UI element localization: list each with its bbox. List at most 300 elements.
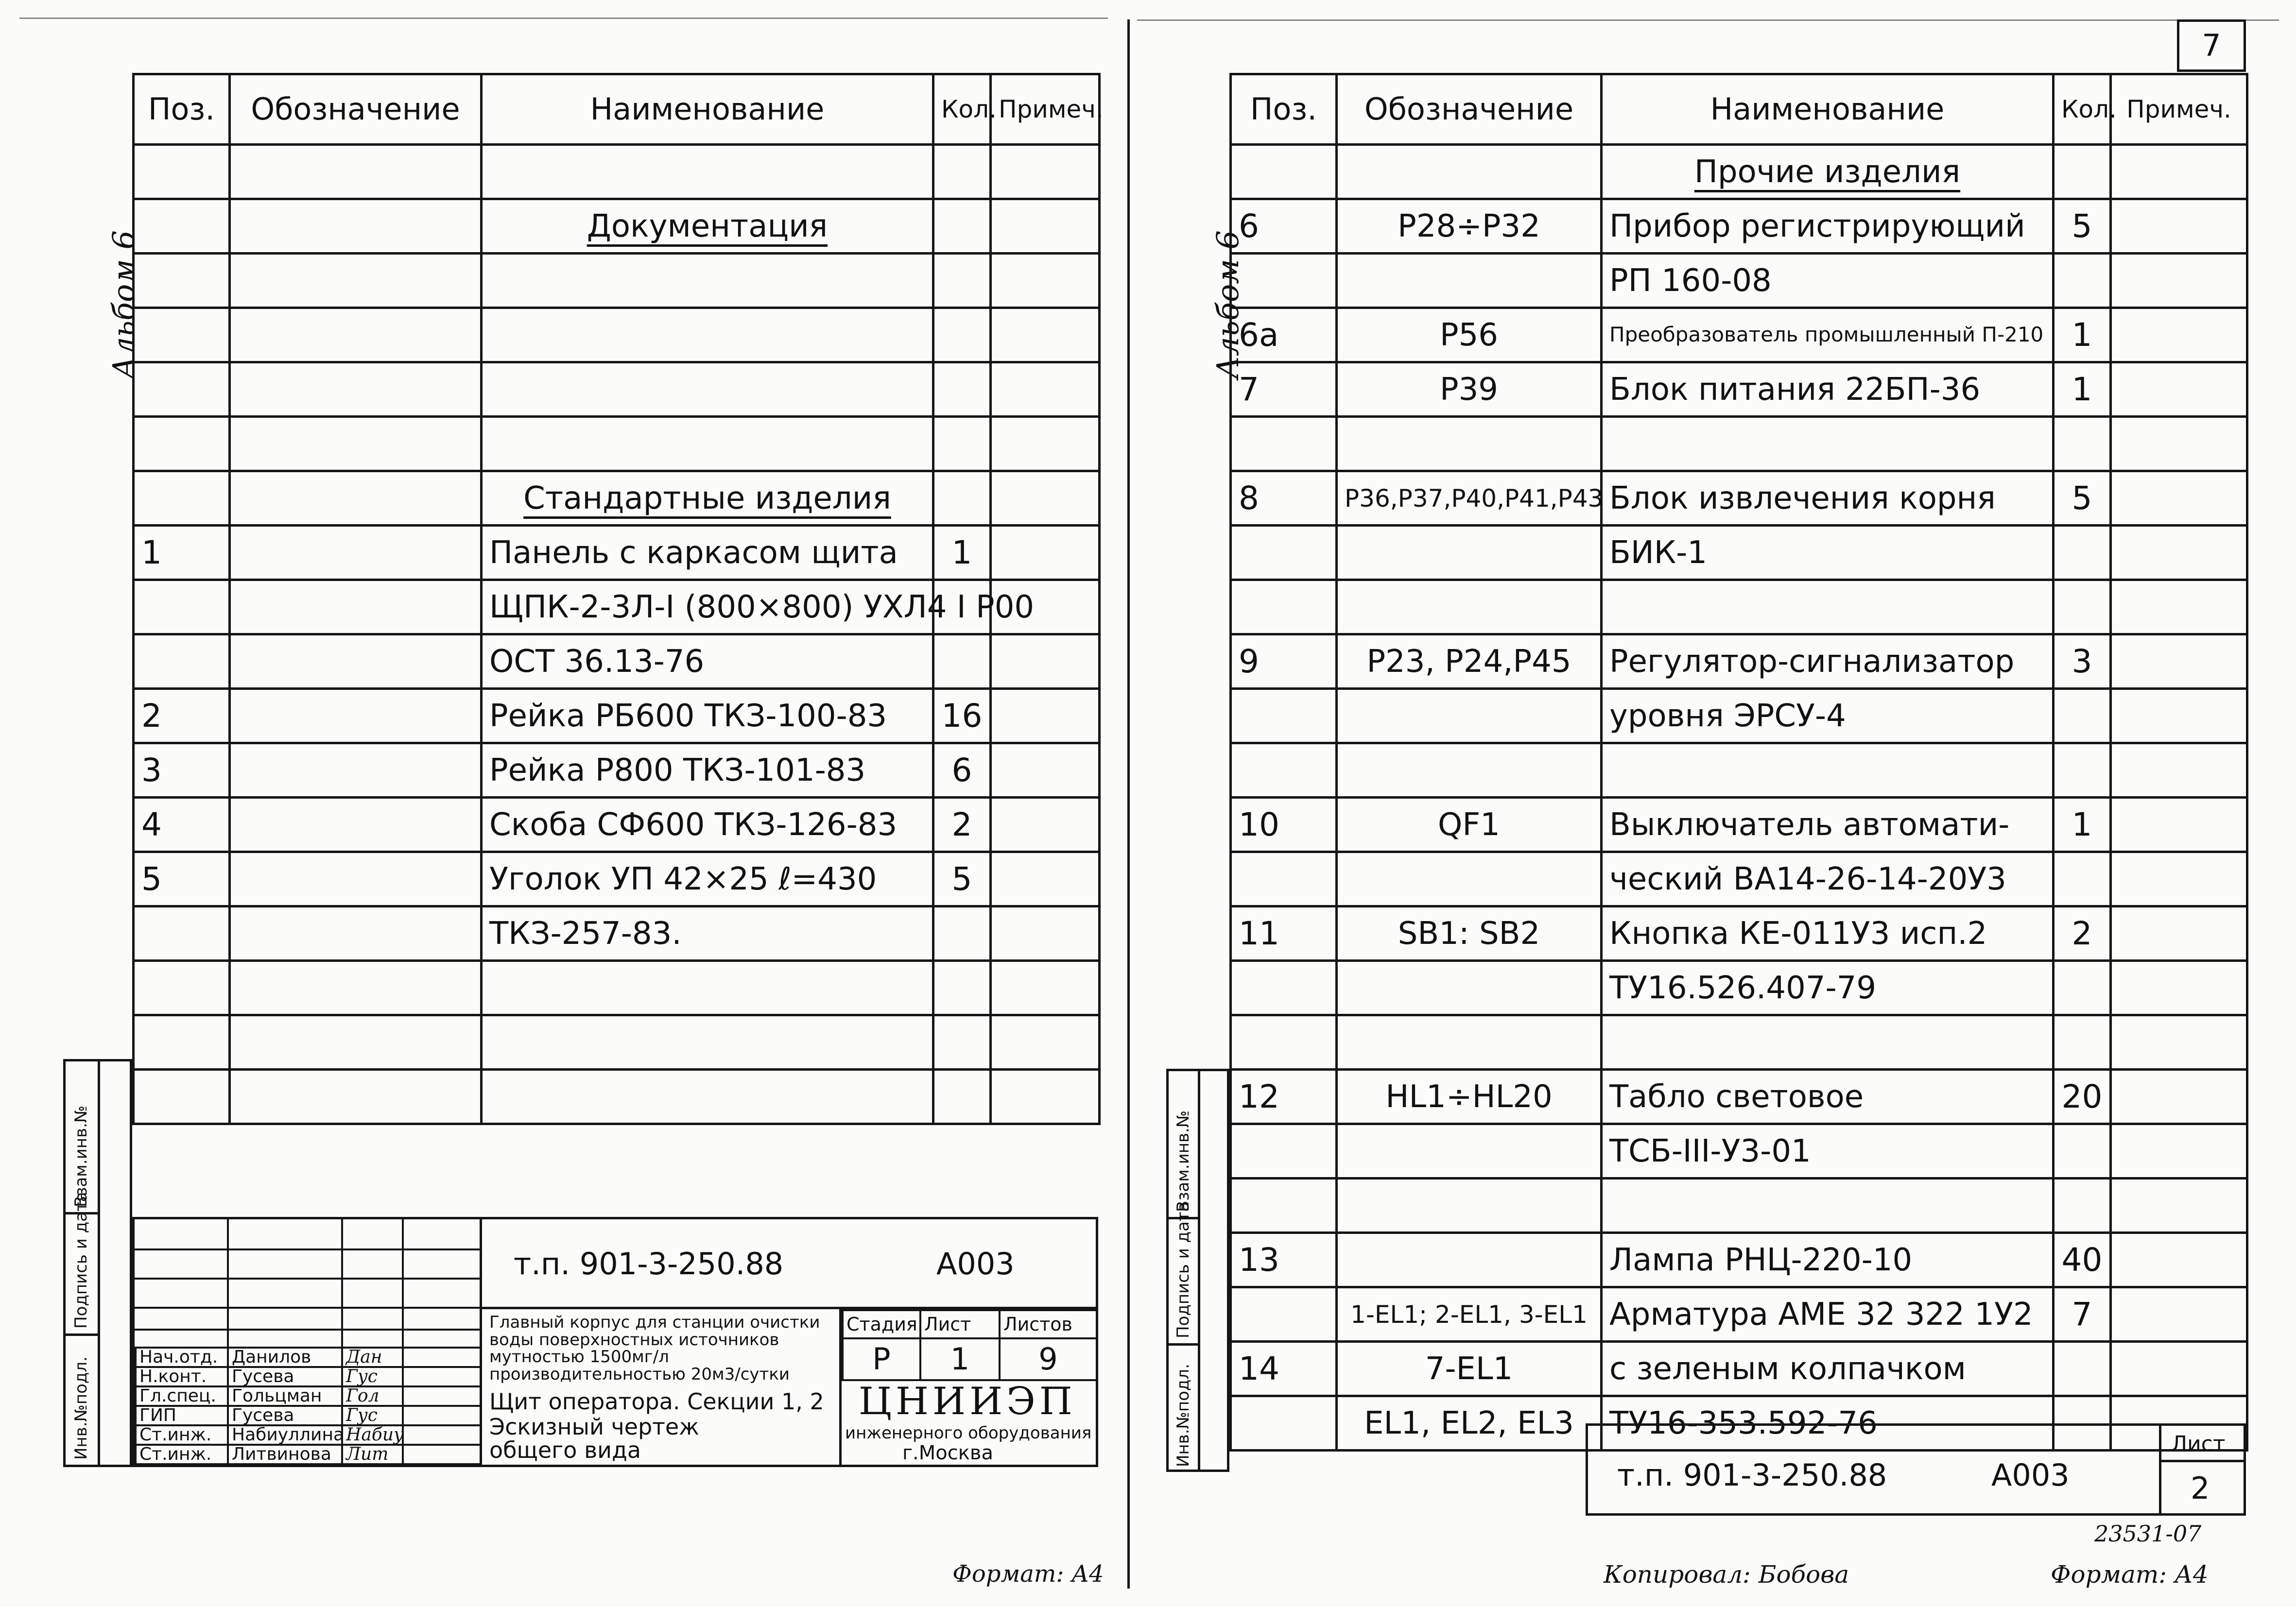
row-name: Блок питания 22БП-36 bbox=[1602, 362, 2054, 417]
sheet-label: Лист bbox=[2171, 1432, 2226, 1456]
row-designation bbox=[1337, 254, 1602, 308]
table-row bbox=[1231, 308, 2247, 362]
row-name: Рейка РБ600 ТКЗ-100-83 bbox=[482, 689, 933, 743]
row-note bbox=[991, 852, 1100, 906]
role-signature: Гус bbox=[342, 1367, 403, 1386]
row-qty bbox=[2054, 1342, 2111, 1396]
row-pos: 1 bbox=[134, 526, 230, 580]
row-pos: 12 bbox=[1231, 1070, 1337, 1124]
strip-divider bbox=[1169, 1343, 1198, 1346]
role-date bbox=[403, 1386, 481, 1406]
row-note bbox=[991, 961, 1100, 1015]
row-qty: 6 bbox=[933, 743, 991, 798]
role-person: Набиуллина bbox=[228, 1425, 342, 1445]
tb-divider bbox=[2161, 1460, 2244, 1462]
role-row bbox=[136, 1425, 481, 1445]
header-pos: Поз. bbox=[1231, 74, 1337, 145]
stamp-number: 23531-07 bbox=[2094, 1521, 2202, 1547]
table-row bbox=[1231, 199, 2247, 254]
row-qty bbox=[933, 145, 991, 199]
row-name: уровня ЭРСУ-4 bbox=[1602, 689, 2054, 743]
row-designation bbox=[1337, 689, 1602, 743]
row-designation bbox=[230, 471, 482, 526]
row-note bbox=[2111, 362, 2247, 417]
row-pos: 9 bbox=[1231, 634, 1337, 689]
org-city: г.Москва bbox=[902, 1442, 993, 1464]
table-row bbox=[134, 798, 1100, 852]
sheet-edge bbox=[1127, 19, 1130, 1589]
row-note bbox=[991, 362, 1100, 417]
table-row bbox=[134, 1015, 1100, 1070]
row-name: Документация bbox=[482, 199, 933, 254]
sheet-label: Лист bbox=[920, 1310, 1000, 1338]
org-full: инженерного оборудования bbox=[845, 1423, 1092, 1443]
row-name bbox=[482, 1015, 933, 1070]
side-label-sign: Подпись и дата bbox=[1174, 1201, 1193, 1338]
row-pos: 6а bbox=[1231, 308, 1337, 362]
row-name: Прибор регистрирующий bbox=[1602, 199, 2054, 254]
table-row bbox=[1231, 471, 2247, 526]
row-name: Кнопка КЕ-011У3 исп.2 bbox=[1602, 906, 2054, 961]
header-name: Наименование bbox=[1602, 74, 2054, 145]
row-qty bbox=[2054, 526, 2111, 580]
row-qty bbox=[2054, 852, 2111, 906]
row-name: ТКЗ-257-83. bbox=[482, 906, 933, 961]
table-row bbox=[134, 526, 1100, 580]
row-name: ЩПК-2-3Л-I (800×800) УХЛ4 I Р00 bbox=[482, 580, 933, 634]
row-note bbox=[991, 1015, 1100, 1070]
role-row bbox=[136, 1348, 481, 1367]
row-note bbox=[2111, 743, 2247, 798]
doc-code: т.п. 901-3-250.88 bbox=[514, 1246, 784, 1282]
side-label-sign: Подпись и дата bbox=[71, 1192, 91, 1329]
row-note bbox=[991, 689, 1100, 743]
side-strip-right bbox=[1166, 1069, 1229, 1472]
row-name bbox=[482, 417, 933, 471]
role-date bbox=[403, 1367, 481, 1386]
org-name: ЦНИИЭП bbox=[859, 1380, 1076, 1423]
sheets-label: Листов bbox=[1000, 1310, 1097, 1338]
row-qty bbox=[2054, 743, 2111, 798]
side-strip-left bbox=[63, 1059, 132, 1467]
title-block-right bbox=[1586, 1423, 2246, 1516]
row-designation: SB1: SB2 bbox=[1337, 906, 1602, 961]
album-label: Альбом 6 bbox=[106, 230, 141, 379]
row-qty bbox=[2054, 254, 2111, 308]
row-designation bbox=[230, 1015, 482, 1070]
role-date bbox=[403, 1348, 481, 1367]
role-signature: Набиу bbox=[342, 1425, 403, 1445]
row-qty: 1 bbox=[933, 526, 991, 580]
row-designation bbox=[230, 689, 482, 743]
row-pos bbox=[134, 1070, 230, 1124]
row-designation bbox=[230, 362, 482, 417]
table-row bbox=[134, 145, 1100, 199]
row-name bbox=[1602, 1015, 2054, 1070]
row-qty bbox=[2054, 580, 2111, 634]
table-header bbox=[134, 74, 1100, 145]
row-qty bbox=[2054, 961, 2111, 1015]
row-pos: 2 bbox=[134, 689, 230, 743]
row-note bbox=[991, 145, 1100, 199]
table-row bbox=[1231, 743, 2247, 798]
row-qty: 7 bbox=[2054, 1287, 2111, 1342]
row-pos bbox=[134, 580, 230, 634]
table-row bbox=[1231, 1179, 2247, 1233]
table-row bbox=[1231, 1287, 2247, 1342]
row-pos bbox=[134, 254, 230, 308]
row-pos bbox=[1231, 689, 1337, 743]
row-pos: 13 bbox=[1231, 1233, 1337, 1287]
stage-value: Р bbox=[843, 1338, 920, 1380]
sheet-code: А003 bbox=[936, 1246, 1015, 1282]
row-note bbox=[2111, 1179, 2247, 1233]
row-designation bbox=[230, 1070, 482, 1124]
tb-grid bbox=[227, 1219, 229, 1347]
row-designation bbox=[1337, 526, 1602, 580]
row-name: Арматура АМЕ 32 322 1У2 bbox=[1602, 1287, 2054, 1342]
row-pos: 5 bbox=[134, 852, 230, 906]
sheet-value: 2 bbox=[2191, 1470, 2210, 1506]
row-qty: 5 bbox=[2054, 199, 2111, 254]
row-name: ТУ16-353.592-76 bbox=[1602, 1396, 2054, 1451]
album-label: Альбом 6 bbox=[1210, 230, 1245, 379]
table-row bbox=[134, 634, 1100, 689]
table-row bbox=[1231, 1342, 2247, 1396]
row-designation bbox=[1337, 417, 1602, 471]
role-signature: Гол bbox=[342, 1386, 403, 1406]
role-signature: Гус bbox=[342, 1406, 403, 1425]
row-designation: 7-EL1 bbox=[1337, 1342, 1602, 1396]
row-pos bbox=[134, 1015, 230, 1070]
row-qty: 2 bbox=[933, 798, 991, 852]
row-pos bbox=[1231, 961, 1337, 1015]
row-name: Регулятор-сигнализатор bbox=[1602, 634, 2054, 689]
row-note bbox=[2111, 1287, 2247, 1342]
row-designation bbox=[230, 308, 482, 362]
sheet-value: 1 bbox=[920, 1338, 1000, 1380]
table-row bbox=[1231, 689, 2247, 743]
row-qty: 2 bbox=[2054, 906, 2111, 961]
row-pos bbox=[1231, 852, 1337, 906]
row-designation: P28÷P32 bbox=[1337, 199, 1602, 254]
table-row bbox=[1231, 145, 2247, 199]
role-title: ГИП bbox=[136, 1406, 228, 1425]
table-row bbox=[1231, 798, 2247, 852]
row-name bbox=[1602, 743, 2054, 798]
row-name: Панель с каркасом щита bbox=[482, 526, 933, 580]
row-qty bbox=[933, 471, 991, 526]
table-row bbox=[1231, 526, 2247, 580]
row-name bbox=[482, 145, 933, 199]
row-qty bbox=[2054, 1015, 2111, 1070]
row-name bbox=[1602, 1179, 2054, 1233]
title-block-left bbox=[132, 1217, 1098, 1467]
row-note bbox=[991, 906, 1100, 961]
row-name: БИК-1 bbox=[1602, 526, 2054, 580]
row-designation bbox=[1337, 852, 1602, 906]
row-designation: EL1, EL2, EL3 bbox=[1337, 1396, 1602, 1451]
row-qty bbox=[933, 1015, 991, 1070]
role-row bbox=[136, 1445, 481, 1464]
row-pos bbox=[1231, 526, 1337, 580]
row-qty bbox=[933, 634, 991, 689]
row-note bbox=[991, 634, 1100, 689]
role-person: Гусева bbox=[228, 1406, 342, 1425]
role-title: Н.конт. bbox=[136, 1367, 228, 1386]
row-qty bbox=[2054, 689, 2111, 743]
page-number: 7 bbox=[2177, 19, 2246, 72]
row-note bbox=[2111, 199, 2247, 254]
header-pos: Поз. bbox=[134, 74, 230, 145]
row-qty bbox=[933, 1070, 991, 1124]
role-title: Ст.инж. bbox=[136, 1445, 228, 1464]
table-row bbox=[1231, 417, 2247, 471]
table-row bbox=[134, 308, 1100, 362]
tb-grid bbox=[135, 1278, 480, 1280]
row-note bbox=[2111, 1124, 2247, 1179]
row-designation bbox=[230, 743, 482, 798]
row-qty: 3 bbox=[2054, 634, 2111, 689]
row-qty: 1 bbox=[2054, 798, 2111, 852]
row-qty: 40 bbox=[2054, 1233, 2111, 1287]
row-qty bbox=[2054, 1124, 2111, 1179]
role-signature: Лит bbox=[342, 1445, 403, 1464]
top-border-line bbox=[1137, 19, 2279, 21]
tb-grid bbox=[341, 1219, 343, 1347]
left-sheet bbox=[0, 0, 1127, 1607]
row-qty bbox=[933, 417, 991, 471]
header-qty: Кол. bbox=[2054, 74, 2111, 145]
row-qty: 5 bbox=[933, 852, 991, 906]
row-name: Скоба СФ600 ТКЗ-126-83 bbox=[482, 798, 933, 852]
row-designation: P56 bbox=[1337, 308, 1602, 362]
side-label-replace: Взам.инв.№ bbox=[1174, 1110, 1193, 1212]
row-pos bbox=[134, 199, 230, 254]
row-note bbox=[991, 199, 1100, 254]
row-note bbox=[2111, 961, 2247, 1015]
drawing-subtitle-1: Эскизный чертеж bbox=[489, 1414, 699, 1440]
side-label-inv: Инв.№подл. bbox=[71, 1356, 91, 1460]
role-row bbox=[136, 1406, 481, 1425]
row-pos: 11 bbox=[1231, 906, 1337, 961]
table-row bbox=[1231, 1070, 2247, 1124]
table-row bbox=[134, 362, 1100, 417]
row-qty: 5 bbox=[2054, 471, 2111, 526]
row-pos bbox=[134, 417, 230, 471]
table-row bbox=[134, 1070, 1100, 1124]
row-designation bbox=[230, 798, 482, 852]
row-designation: P23, P24,P45 bbox=[1337, 634, 1602, 689]
role-title: Нач.отд. bbox=[136, 1348, 228, 1367]
row-pos bbox=[134, 308, 230, 362]
table-row bbox=[134, 961, 1100, 1015]
row-note bbox=[991, 254, 1100, 308]
row-note bbox=[2111, 906, 2247, 961]
role-title: Ст.инж. bbox=[136, 1425, 228, 1445]
role-row bbox=[136, 1386, 481, 1406]
row-designation: P39 bbox=[1337, 362, 1602, 417]
row-name: Уголок УП 42×25 ℓ=430 bbox=[482, 852, 933, 906]
table-row bbox=[134, 689, 1100, 743]
row-note bbox=[2111, 798, 2247, 852]
table-row bbox=[1231, 1015, 2247, 1070]
role-date bbox=[403, 1445, 481, 1464]
header-designation: Обозначение bbox=[1337, 74, 1602, 145]
row-designation bbox=[230, 634, 482, 689]
row-note bbox=[2111, 580, 2247, 634]
row-note bbox=[991, 743, 1100, 798]
table-row bbox=[134, 417, 1100, 471]
row-note bbox=[2111, 1342, 2247, 1396]
row-name bbox=[1602, 417, 2054, 471]
row-name: Рейка Р800 ТКЗ-101-83 bbox=[482, 743, 933, 798]
tb-grid bbox=[135, 1307, 480, 1309]
role-title: Гл.спец. bbox=[136, 1386, 228, 1406]
row-designation bbox=[230, 961, 482, 1015]
tb-grid bbox=[135, 1248, 480, 1250]
table-row bbox=[1231, 906, 2247, 961]
row-pos: 3 bbox=[134, 743, 230, 798]
table-row bbox=[134, 254, 1100, 308]
header-qty: Кол. bbox=[933, 74, 991, 145]
header-note: Примеч. bbox=[2111, 74, 2247, 145]
row-note bbox=[991, 1070, 1100, 1124]
right-sheet bbox=[1127, 0, 2296, 1607]
role-person: Гольцман bbox=[228, 1386, 342, 1406]
row-qty bbox=[2054, 145, 2111, 199]
row-note bbox=[2111, 417, 2247, 471]
row-note bbox=[2111, 852, 2247, 906]
row-designation: P36,P37,P40,P41,P43 bbox=[1337, 471, 1602, 526]
row-name bbox=[1602, 580, 2054, 634]
row-qty bbox=[2054, 417, 2111, 471]
row-note bbox=[2111, 689, 2247, 743]
row-note bbox=[2111, 145, 2247, 199]
row-pos: 14 bbox=[1231, 1342, 1337, 1396]
row-pos: 10 bbox=[1231, 798, 1337, 852]
sheets-value: 9 bbox=[1000, 1338, 1097, 1380]
row-designation: QF1 bbox=[1337, 798, 1602, 852]
sheet-code: А003 bbox=[1991, 1457, 2070, 1493]
table-row bbox=[1231, 961, 2247, 1015]
format-label-right: Формат: А4 bbox=[2051, 1560, 2209, 1589]
spec-table-left bbox=[132, 73, 1104, 1125]
row-name: Выключатель автомати- bbox=[1602, 798, 2054, 852]
row-designation bbox=[1337, 1015, 1602, 1070]
row-name bbox=[482, 308, 933, 362]
row-note bbox=[2111, 254, 2247, 308]
row-qty: 1 bbox=[2054, 362, 2111, 417]
row-note bbox=[2111, 634, 2247, 689]
row-note bbox=[991, 798, 1100, 852]
table-row bbox=[134, 852, 1100, 906]
copied-by: Копировал: Бобова bbox=[1604, 1560, 1849, 1589]
row-pos bbox=[134, 362, 230, 417]
row-note bbox=[991, 308, 1100, 362]
row-designation bbox=[230, 526, 482, 580]
row-note bbox=[991, 526, 1100, 580]
row-name: ТСБ-III-У3-01 bbox=[1602, 1124, 2054, 1179]
row-pos: 6 bbox=[1231, 199, 1337, 254]
row-note bbox=[991, 417, 1100, 471]
row-designation bbox=[230, 580, 482, 634]
header-designation: Обозначение bbox=[230, 74, 482, 145]
role-date bbox=[403, 1425, 481, 1445]
row-designation bbox=[1337, 580, 1602, 634]
row-pos bbox=[1231, 145, 1337, 199]
table-row bbox=[134, 580, 1100, 634]
row-note bbox=[2111, 526, 2247, 580]
row-designation bbox=[230, 199, 482, 254]
row-designation bbox=[1337, 961, 1602, 1015]
row-note bbox=[2111, 308, 2247, 362]
row-designation: 1-EL1; 2-EL1, 3-EL1 bbox=[1337, 1287, 1602, 1342]
table-row bbox=[1231, 852, 2247, 906]
row-name: с зеленым колпачком bbox=[1602, 1342, 2054, 1396]
row-designation bbox=[1337, 1233, 1602, 1287]
row-pos: 8 bbox=[1231, 471, 1337, 526]
row-designation bbox=[230, 254, 482, 308]
row-name: ОСТ 36.13-76 bbox=[482, 634, 933, 689]
table-row bbox=[1231, 362, 2247, 417]
row-name: Лампа РНЦ-220-10 bbox=[1602, 1233, 2054, 1287]
format-label-left: Формат: А4 bbox=[952, 1560, 1104, 1588]
row-designation bbox=[230, 145, 482, 199]
row-designation bbox=[230, 852, 482, 906]
table-row bbox=[1231, 580, 2247, 634]
header-note: Примеч. bbox=[991, 74, 1100, 145]
row-name bbox=[482, 961, 933, 1015]
table-row bbox=[134, 199, 1100, 254]
table-header bbox=[1231, 74, 2247, 145]
role-date bbox=[403, 1406, 481, 1425]
row-pos bbox=[1231, 1124, 1337, 1179]
drawing-subtitle-2: общего вида bbox=[489, 1437, 641, 1463]
table-row bbox=[134, 743, 1100, 798]
row-designation bbox=[1337, 743, 1602, 798]
table-row bbox=[1231, 634, 2247, 689]
row-name bbox=[482, 1070, 933, 1124]
table-row bbox=[134, 471, 1100, 526]
row-name: РП 160-08 bbox=[1602, 254, 2054, 308]
row-pos bbox=[1231, 1287, 1337, 1342]
row-pos bbox=[1231, 1396, 1337, 1451]
row-note bbox=[991, 471, 1100, 526]
strip-divider bbox=[98, 1061, 100, 1465]
stage-label: Стадия bbox=[843, 1310, 920, 1338]
tb-divider bbox=[2159, 1426, 2161, 1513]
row-note bbox=[2111, 1233, 2247, 1287]
role-signature: Дан bbox=[342, 1348, 403, 1367]
row-pos: 4 bbox=[134, 798, 230, 852]
spec-table-right bbox=[1229, 73, 2248, 1452]
roles-table bbox=[135, 1347, 482, 1465]
row-qty bbox=[933, 199, 991, 254]
row-note bbox=[2111, 471, 2247, 526]
row-pos bbox=[134, 961, 230, 1015]
row-name: Стандартные изделия bbox=[482, 471, 933, 526]
row-note bbox=[2111, 1015, 2247, 1070]
row-pos bbox=[1231, 1179, 1337, 1233]
strip-divider bbox=[66, 1333, 98, 1336]
row-designation bbox=[230, 417, 482, 471]
row-pos bbox=[1231, 417, 1337, 471]
row-name: ческий ВА14-26-14-20У3 bbox=[1602, 852, 2054, 906]
row-designation bbox=[1337, 145, 1602, 199]
row-designation bbox=[1337, 1179, 1602, 1233]
row-note bbox=[2111, 1070, 2247, 1124]
